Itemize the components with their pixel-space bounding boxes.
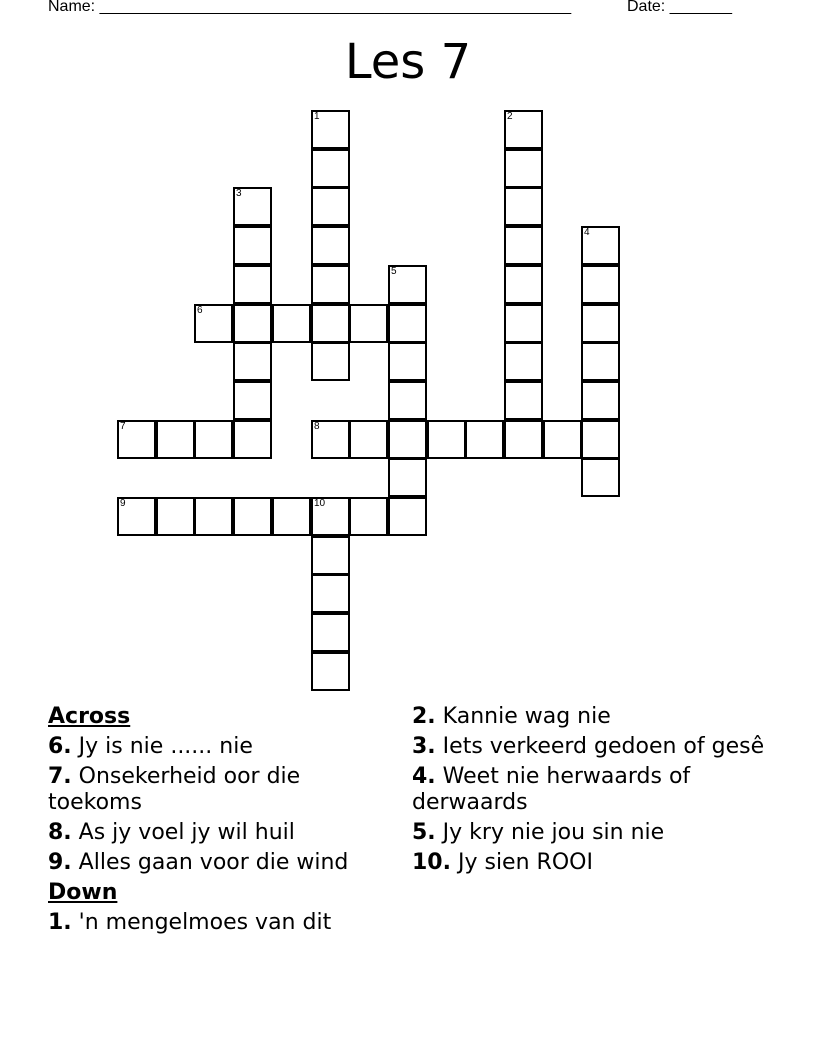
crossword-cell[interactable] (311, 110, 350, 149)
crossword-cell[interactable] (194, 497, 233, 536)
crossword-cell[interactable] (349, 497, 388, 536)
crossword-cell[interactable] (311, 149, 350, 188)
crossword-cell[interactable] (311, 304, 350, 343)
crossword-cell[interactable] (311, 497, 350, 536)
crossword-cell[interactable] (581, 458, 620, 497)
clue-number: 8. (48, 820, 72, 845)
clue-down-10 (412, 850, 772, 876)
clue-text: Jy kry nie jou sin nie (442, 820, 665, 845)
clue-text: Kannie wag nie (442, 704, 611, 729)
crossword-cell[interactable] (311, 226, 350, 265)
crossword-cell[interactable] (194, 304, 233, 343)
crossword-cell[interactable] (233, 187, 272, 226)
crossword-cell[interactable] (311, 536, 350, 575)
crossword-cell[interactable] (311, 652, 350, 691)
crossword-cell[interactable] (349, 420, 388, 459)
crossword-cell[interactable] (311, 342, 350, 381)
clue-text: Weet nie herwaards of derwaards (412, 764, 691, 815)
clue-number: 9. (48, 850, 72, 875)
crossword-cell[interactable] (311, 420, 350, 459)
down-heading: Down (48, 880, 118, 905)
clue-text: Onsekerheid oor die toekoms (48, 764, 301, 815)
crossword-cell[interactable] (504, 226, 543, 265)
crossword-cell[interactable] (388, 420, 427, 459)
crossword-cell[interactable] (581, 420, 620, 459)
crossword-cell[interactable] (233, 420, 272, 459)
crossword-cell[interactable] (349, 304, 388, 343)
name-line: Name: _____________________________________________________ (48, 0, 572, 15)
cell-number: 3 (236, 188, 242, 199)
crossword-cell[interactable] (388, 381, 427, 420)
clue-number: 10. (412, 850, 451, 875)
clue-across-9 (48, 850, 388, 876)
clue-text: Jy sien ROOI (457, 850, 593, 875)
cell-number: 5 (391, 266, 397, 277)
crossword-cell[interactable] (272, 497, 311, 536)
crossword-cell[interactable] (233, 381, 272, 420)
crossword-cell[interactable] (504, 265, 543, 304)
crossword-cell[interactable] (504, 149, 543, 188)
crossword-cell[interactable] (543, 420, 582, 459)
across-heading: Across (48, 704, 131, 729)
crossword-cell[interactable] (581, 226, 620, 265)
cell-number: 4 (584, 227, 590, 238)
clue-number: 4. (412, 764, 436, 789)
clue-text: As jy voel jy wil huil (78, 820, 295, 845)
crossword-cell[interactable] (272, 304, 311, 343)
crossword-cell[interactable] (581, 342, 620, 381)
crossword-cell[interactable] (581, 304, 620, 343)
clue-number: 3. (412, 734, 436, 759)
cell-number: 1 (314, 111, 320, 122)
clue-number: 6. (48, 734, 72, 759)
crossword-cell[interactable] (504, 304, 543, 343)
cell-number: 10 (314, 498, 326, 509)
crossword-cell[interactable] (465, 420, 504, 459)
crossword-cell[interactable] (388, 265, 427, 304)
clue-across-6 (48, 734, 388, 760)
crossword-cell[interactable] (504, 420, 543, 459)
clues-column-right (412, 704, 772, 880)
date-line: Date: _______ (627, 0, 732, 15)
crossword-cell[interactable] (311, 574, 350, 613)
crossword-cell[interactable] (311, 187, 350, 226)
clue-across-8 (48, 820, 388, 846)
clue-down-3 (412, 734, 772, 760)
clue-text: Jy is nie ...... nie (78, 734, 253, 759)
crossword-cell[interactable] (233, 226, 272, 265)
crossword-cell[interactable] (504, 187, 543, 226)
clue-number: 7. (48, 764, 72, 789)
clue-text: Iets verkeerd gedoen of gesê (442, 734, 765, 759)
crossword-cell[interactable] (311, 613, 350, 652)
clue-number: 2. (412, 704, 436, 729)
crossword-cell[interactable] (194, 420, 233, 459)
crossword-cell[interactable] (427, 420, 466, 459)
clue-down-2 (412, 704, 772, 730)
crossword-cell[interactable] (156, 420, 195, 459)
crossword-cell[interactable] (388, 304, 427, 343)
crossword-cell[interactable] (388, 342, 427, 381)
clue-number: 1. (48, 910, 72, 935)
cell-number: 7 (120, 421, 126, 432)
crossword-cell[interactable] (311, 265, 350, 304)
cell-number: 6 (197, 305, 203, 316)
clue-down-1 (48, 910, 388, 936)
crossword-cell[interactable] (233, 342, 272, 381)
crossword-cell[interactable] (233, 265, 272, 304)
clue-number: 5. (412, 820, 436, 845)
crossword-cell[interactable] (117, 420, 156, 459)
crossword-cell[interactable] (504, 110, 543, 149)
crossword-cell[interactable] (581, 381, 620, 420)
clue-text: Alles gaan voor die wind (78, 850, 349, 875)
crossword-cell[interactable] (388, 458, 427, 497)
page-title: Les 7 (344, 34, 472, 90)
clue-down-4 (412, 764, 772, 816)
crossword-cell[interactable] (581, 265, 620, 304)
crossword-cell[interactable] (233, 497, 272, 536)
clue-text: 'n mengelmoes van dit (78, 910, 332, 935)
crossword-cell[interactable] (388, 497, 427, 536)
clue-down-5 (412, 820, 772, 846)
clues-column-left (48, 704, 388, 940)
crossword-cell[interactable] (504, 342, 543, 381)
crossword-cell[interactable] (504, 381, 543, 420)
cell-number: 9 (120, 498, 126, 509)
cell-number: 8 (314, 421, 320, 432)
crossword-cell[interactable] (233, 304, 272, 343)
cell-number: 2 (507, 111, 513, 122)
clue-across-7 (48, 764, 388, 816)
crossword-cell[interactable] (156, 497, 195, 536)
crossword-cell[interactable] (117, 497, 156, 536)
